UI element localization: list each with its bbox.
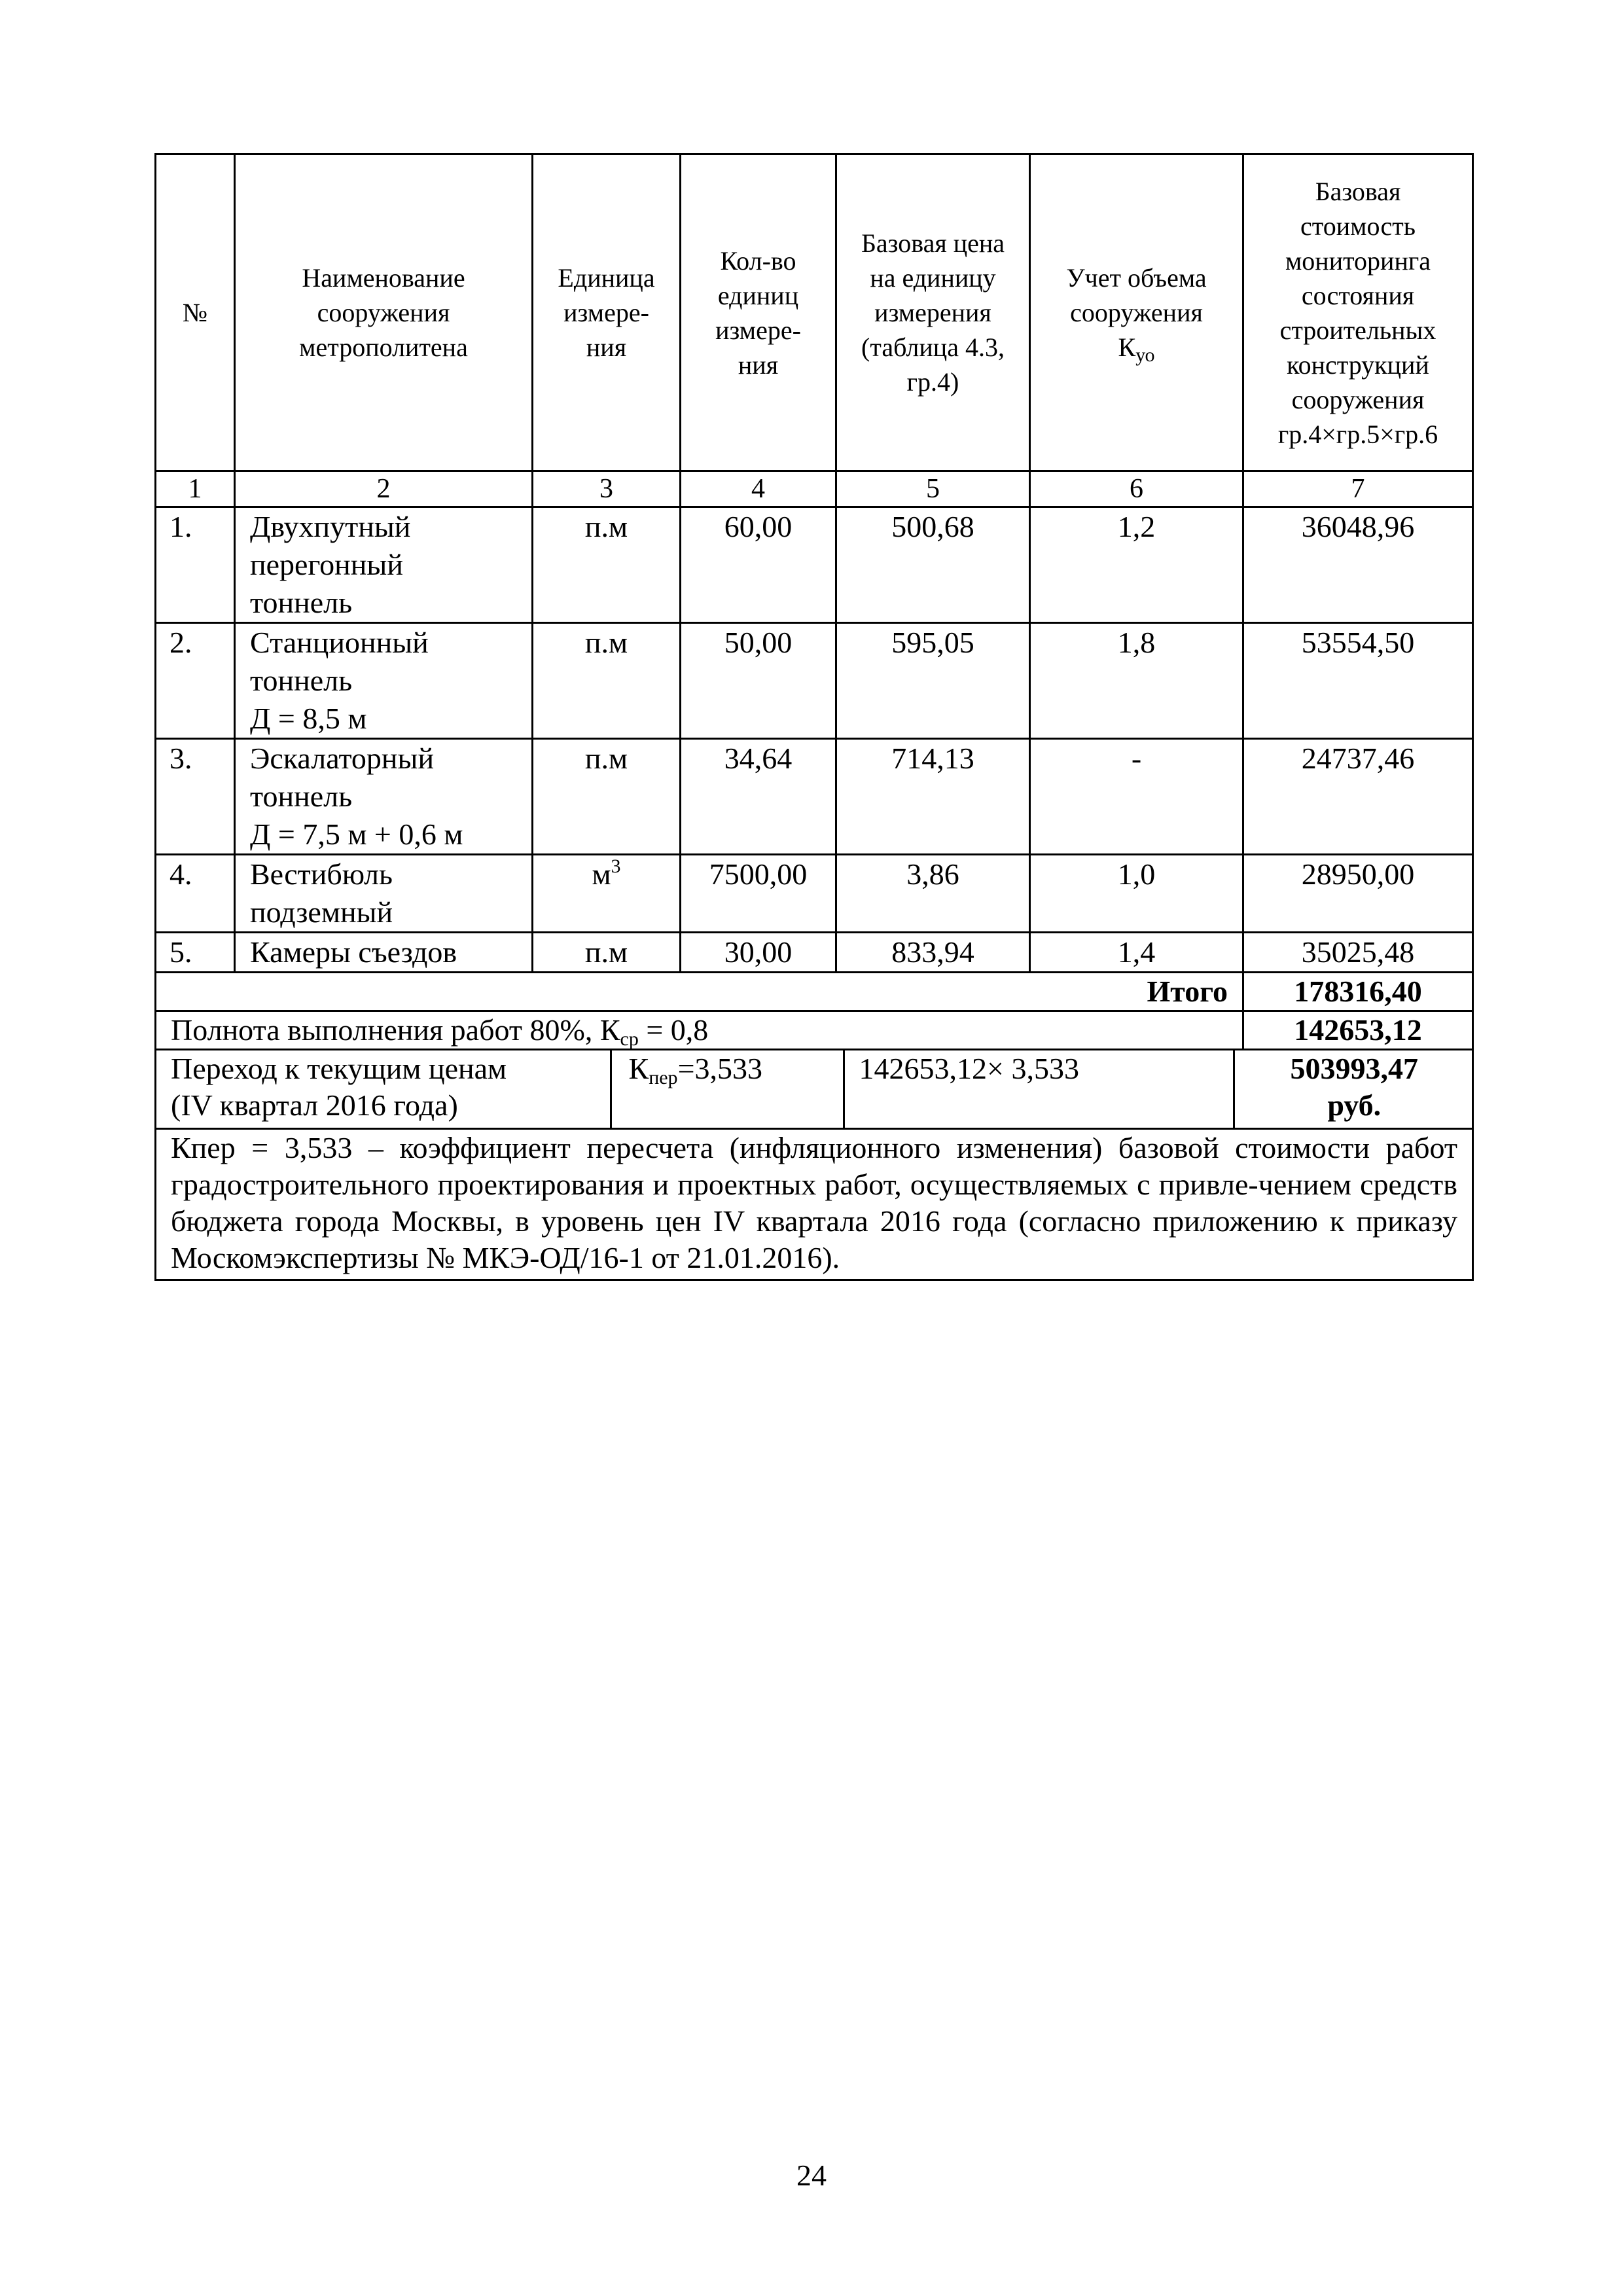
current-prices-k-sub: пер	[649, 1067, 678, 1088]
row-price: 500,68	[836, 507, 1030, 623]
row-name-line: тоннель	[250, 586, 353, 619]
row-name-line: Камеры съездов	[250, 935, 457, 969]
current-prices-k-suffix: =3,533	[677, 1052, 763, 1085]
header-no: №	[156, 154, 235, 471]
row-name	[235, 739, 533, 855]
current-prices-k	[611, 1050, 844, 1128]
row-unit-text: п.м	[584, 626, 628, 659]
row-k: 1,4	[1030, 933, 1243, 973]
row-unit-text: п.м	[584, 742, 628, 775]
row-index: 3.	[156, 739, 235, 855]
table-row	[156, 739, 1473, 855]
row-price: 714,13	[836, 739, 1030, 855]
column-number: 3	[533, 471, 681, 507]
total-row	[156, 973, 1473, 1011]
row-qty: 30,00	[681, 933, 836, 973]
table-row	[156, 933, 1473, 973]
column-numbers-row	[156, 471, 1473, 507]
row-unit-text: м	[592, 857, 611, 891]
header-row	[156, 154, 1473, 471]
header-name: Наименование сооружения метрополитена	[235, 154, 533, 471]
column-number: 6	[1030, 471, 1243, 507]
row-price: 595,05	[836, 623, 1030, 739]
row-cost: 36048,96	[1243, 507, 1473, 623]
row-unit-text: п.м	[584, 935, 628, 969]
row-cost: 24737,46	[1243, 739, 1473, 855]
row-name-line: подземный	[250, 895, 393, 929]
current-prices-row	[156, 1050, 1473, 1129]
cost-table	[154, 153, 1474, 1281]
table-row	[156, 623, 1473, 739]
row-k: -	[1030, 739, 1243, 855]
row-qty: 34,64	[681, 739, 836, 855]
header-volume-label: Учет объема сооружения	[1066, 263, 1207, 327]
row-k: 1,8	[1030, 623, 1243, 739]
current-prices-inner	[156, 1050, 1474, 1128]
note-row	[156, 1129, 1473, 1280]
header-volume-k-sub: уо	[1135, 344, 1155, 366]
row-name-line: перегонный	[250, 548, 403, 581]
row-index: 4.	[156, 855, 235, 933]
column-number: 1	[156, 471, 235, 507]
row-index: 2.	[156, 623, 235, 739]
row-name	[235, 623, 533, 739]
row-k: 1,0	[1030, 855, 1243, 933]
note-text: Кпер = 3,533 – коэффициент пересчета (инфляционного изменения) базовой стоимости работ градостроительного проектирования и проектных работ, осуществляемых с привле-чением средств бюджета города Москвы, в уровень цен IV квартала 2016 года (согласно приложению к приказу Москомэкспертизы № МКЭ-ОД/16-1 от 21.01.2016).	[156, 1129, 1473, 1280]
completeness-row	[156, 1011, 1473, 1050]
completeness-label	[156, 1011, 1243, 1050]
completeness-label-sub: ср	[620, 1028, 639, 1050]
row-cost: 28950,00	[1243, 855, 1473, 933]
column-number: 7	[1243, 471, 1473, 507]
header-base-cost: Базовая стоимость мониторинга состояния строительных конструкций сооружения гр.4×гр.5×гр.6	[1243, 154, 1473, 471]
table-row	[156, 855, 1473, 933]
current-prices-value	[1234, 1050, 1474, 1128]
row-qty: 50,00	[681, 623, 836, 739]
completeness-label-suffix: = 0,8	[638, 1013, 709, 1047]
current-prices-cell	[156, 1050, 1473, 1129]
column-number: 2	[235, 471, 533, 507]
row-name-line: Д = 7,5 м + 0,6 м	[250, 817, 463, 851]
row-name	[235, 507, 533, 623]
row-index: 5.	[156, 933, 235, 973]
row-qty: 7500,00	[681, 855, 836, 933]
row-name	[235, 855, 533, 933]
row-name-line: Эскалаторный	[250, 742, 435, 775]
current-prices-k-prefix: К	[628, 1052, 649, 1085]
current-prices-formula: 142653,12× 3,533	[844, 1050, 1234, 1128]
table-row	[156, 507, 1473, 623]
row-unit	[533, 855, 681, 933]
row-name-line: Станционный	[250, 626, 429, 659]
header-qty: Кол-во единиц измере-ния	[681, 154, 836, 471]
header-base-price: Базовая цена на единицу измерения (таблица 4.3, гр.4)	[836, 154, 1030, 471]
header-unit: Единица измере-ния	[533, 154, 681, 471]
row-unit	[533, 507, 681, 623]
row-price: 3,86	[836, 855, 1030, 933]
row-name-line: Д = 8,5 м	[250, 702, 367, 735]
column-number: 4	[681, 471, 836, 507]
row-unit-superscript: 3	[611, 855, 621, 877]
row-qty: 60,00	[681, 507, 836, 623]
row-cost: 35025,48	[1243, 933, 1473, 973]
total-value: 178316,40	[1243, 973, 1473, 1011]
current-prices-value-line: руб.	[1327, 1088, 1382, 1122]
row-name-line: тоннель	[250, 780, 353, 813]
row-price: 833,94	[836, 933, 1030, 973]
current-prices-label-line: (IV квартал 2016 года)	[171, 1088, 458, 1122]
row-name	[235, 933, 533, 973]
row-unit	[533, 933, 681, 973]
header-volume	[1030, 154, 1243, 471]
row-unit-text: п.м	[584, 510, 628, 543]
completeness-value: 142653,12	[1243, 1011, 1473, 1050]
completeness-label-prefix: Полнота выполнения работ 80%, К	[171, 1013, 620, 1047]
page-number: 24	[796, 2159, 827, 2192]
current-prices-label-line: Переход к текущим ценам	[171, 1052, 507, 1085]
row-name-line: Вестибюль	[250, 857, 393, 891]
row-cost: 53554,50	[1243, 623, 1473, 739]
current-prices-value-line: 503993,47	[1290, 1052, 1418, 1085]
row-unit	[533, 739, 681, 855]
row-k: 1,2	[1030, 507, 1243, 623]
row-name-line: Двухпутный	[250, 510, 411, 543]
row-name-line: тоннель	[250, 664, 353, 697]
total-label: Итого	[156, 973, 1243, 1011]
row-unit	[533, 623, 681, 739]
row-index: 1.	[156, 507, 235, 623]
current-prices-label	[156, 1050, 611, 1128]
header-volume-k: К	[1118, 332, 1136, 362]
column-number: 5	[836, 471, 1030, 507]
